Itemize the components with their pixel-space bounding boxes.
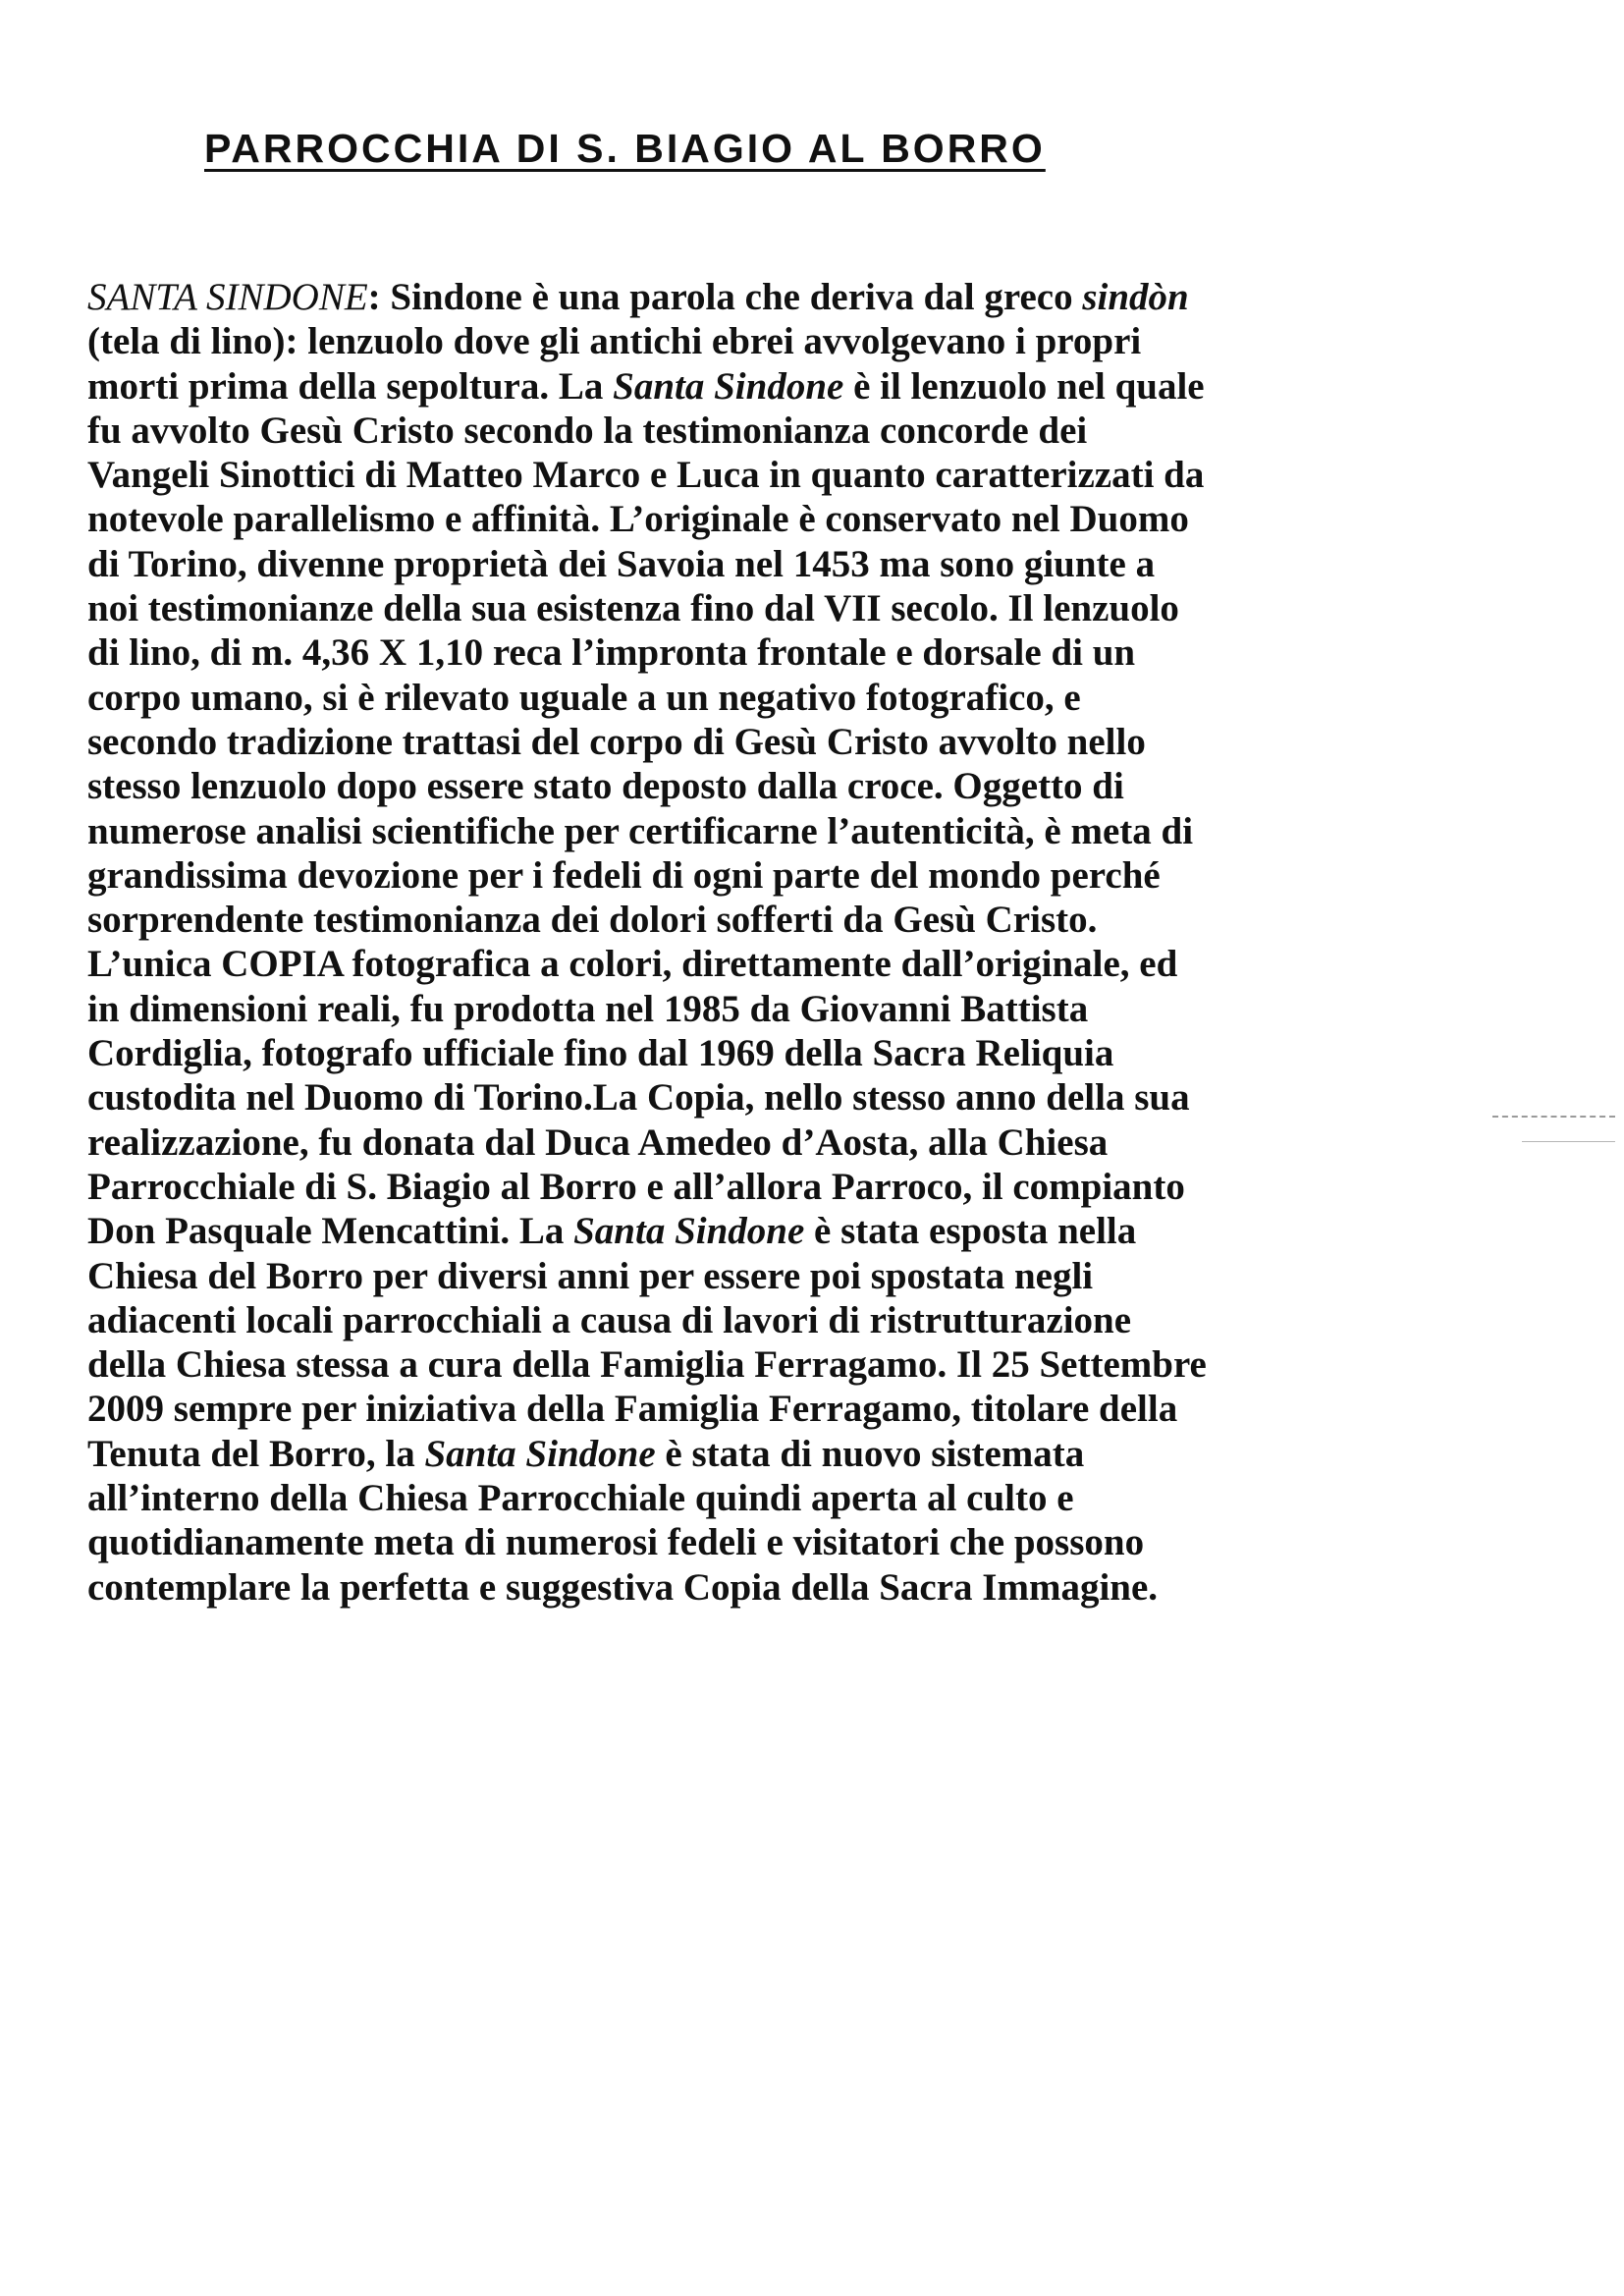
text-segment: è stata di nuovo sistemata xyxy=(655,1432,1085,1475)
text-segment: Tenuta del Borro, la xyxy=(87,1432,425,1475)
text-line: numerose analisi scientifiche per certificarne l’autenticità, è meta di xyxy=(87,809,1194,852)
text-line: Chiesa del Borro per diversi anni per essere poi spostata negli xyxy=(87,1254,1094,1297)
text-line: contemplare la perfetta e suggestiva Copia della Sacra Immagine. xyxy=(87,1565,1159,1609)
text-line xyxy=(87,275,1541,319)
article-body xyxy=(87,275,1541,1610)
text-line: Cordiglia, fotografo ufficiale fino dal 1969 della Sacra Reliquia xyxy=(87,1032,1114,1075)
text-line: (tela di lino): lenzuolo dove gli antichi ebrei avvolgevano i propri xyxy=(87,320,1142,363)
text-line xyxy=(87,1432,1541,1476)
text-line: notevole parallelismo e affinità. L’originale è conservato nel Duomo xyxy=(87,498,1189,541)
text-line: di Torino, divenne proprietà dei Savoia nel 1453 ma sono giunte a xyxy=(87,542,1156,585)
scan-artifact-line xyxy=(1492,1116,1615,1120)
term-santa-sindone: Santa Sindone xyxy=(573,1210,805,1253)
text-segment: Don Pasquale Mencattini. La xyxy=(87,1210,574,1253)
term-santa-sindone: Santa Sindone xyxy=(424,1432,656,1475)
text-line: quotidianamente meta di numerosi fedeli e visitatori che possono xyxy=(87,1521,1145,1564)
page-title: PARROCCHIA DI S. BIAGIO AL BORRO xyxy=(204,126,1046,171)
term-santa-sindone: SANTA SINDONE xyxy=(87,276,368,318)
text-line: L’unica COPIA fotografica a colori, direttamente dall’originale, ed xyxy=(87,943,1178,986)
text-line: fu avvolto Gesù Cristo secondo la testimonianza concorde dei xyxy=(87,409,1088,452)
text-line: corpo umano, si è rilevato uguale a un negativo fotografico, e xyxy=(87,676,1081,719)
text-line: Parrocchiale di S. Biagio al Borro e all’allora Parroco, il compianto xyxy=(87,1165,1185,1208)
text-segment: morti prima della sepoltura. La xyxy=(87,364,614,408)
text-line: sorprendente testimonianza dei dolori sofferti da Gesù Cristo. xyxy=(87,899,1098,942)
text-segment: : Sindone è una parola che deriva dal greco xyxy=(367,276,1083,318)
text-segment: è stata esposta nella xyxy=(804,1210,1137,1253)
text-line: all’interno della Chiesa Parrocchiale quindi aperta al culto e xyxy=(87,1477,1074,1520)
term-sindon: sindòn xyxy=(1082,276,1189,318)
text-line: in dimensioni reali, fu prodotta nel 1985 da Giovanni Battista xyxy=(87,987,1089,1030)
text-line: custodita nel Duomo di Torino.La Copia, nello stesso anno della sua xyxy=(87,1076,1190,1120)
text-line: adiacenti locali parrocchiali a causa di lavori di ristrutturazione xyxy=(87,1298,1132,1341)
text-line xyxy=(87,364,1541,409)
text-line: secondo tradizione trattasi del corpo di Gesù Cristo avvolto nello xyxy=(87,720,1146,763)
text-line: realizzazione, fu donata dal Duca Amedeo d’Aosta, alla Chiesa xyxy=(87,1121,1109,1164)
text-line: stesso lenzuolo dopo essere stato deposto dalla croce. Oggetto di xyxy=(87,765,1124,808)
text-line xyxy=(87,1209,1541,1253)
scan-artifact-line xyxy=(1522,1141,1615,1142)
text-line: 2009 sempre per iniziativa della Famiglia Ferragamo, titolare della xyxy=(87,1388,1178,1431)
text-line: di lino, di m. 4,36 X 1,10 reca l’impronta frontale e dorsale di un xyxy=(87,631,1136,675)
text-line: noi testimonianze della sua esistenza fino dal VII secolo. Il lenzuolo xyxy=(87,587,1179,630)
term-santa-sindone: Santa Sindone xyxy=(613,364,844,408)
text-line: Vangeli Sinottici di Matteo Marco e Luca in quanto caratterizzati da xyxy=(87,454,1205,497)
text-line: della Chiesa stessa a cura della Famiglia Ferragamo. Il 25 Settembre xyxy=(87,1343,1207,1387)
text-line: grandissima devozione per i fedeli di ogni parte del mondo perché xyxy=(87,853,1161,897)
text-segment: è il lenzuolo nel quale xyxy=(843,364,1205,408)
